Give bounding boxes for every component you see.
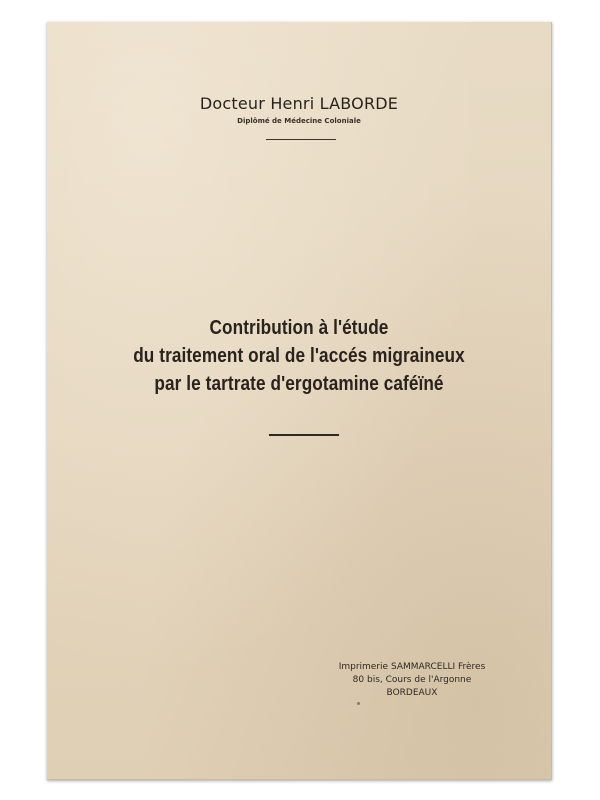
document-title — [82, 314, 515, 398]
printer-address: 80 bis, Cours de l'Argonne — [352, 675, 472, 685]
title-line: Contribution à l'étude — [209, 317, 389, 339]
author-credential: Diplômé de Médecine Coloniale — [237, 117, 361, 125]
divider-middle — [269, 434, 339, 436]
title-line: par le tartrate d'ergotamine caféïné — [154, 373, 444, 395]
author-name: Docteur Henri LABORDE — [199, 94, 399, 113]
printer-city: BORDEAUX — [386, 688, 438, 698]
booklet-cover — [47, 22, 552, 780]
paper-speck — [357, 702, 360, 705]
printer-imprint — [317, 661, 507, 700]
divider-top — [266, 139, 336, 140]
printer-name: Imprimerie SAMMARCELLI Frères — [338, 662, 486, 672]
title-line: du traitement oral de l'accés migraineux — [133, 345, 465, 367]
